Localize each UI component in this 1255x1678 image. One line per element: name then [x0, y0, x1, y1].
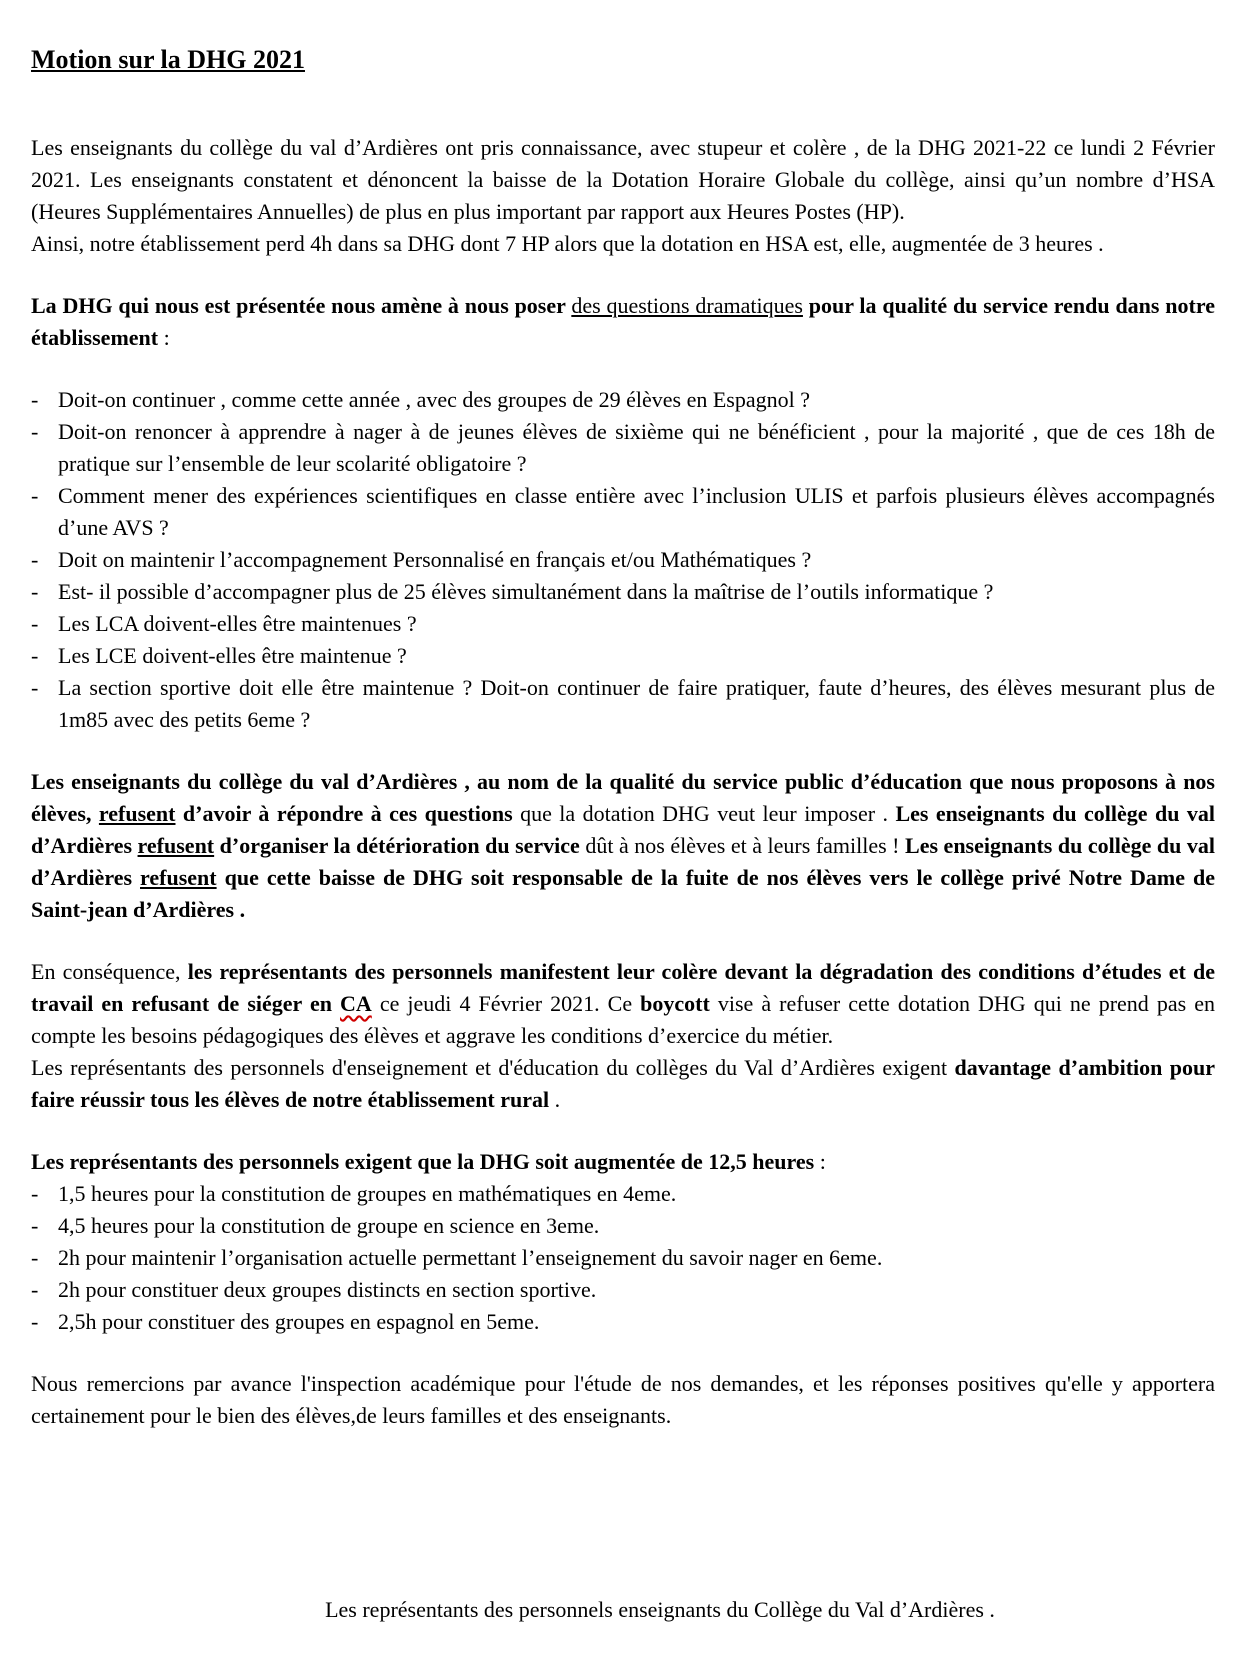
demand-item	[31, 1210, 1215, 1242]
intro-paragraph-2: Ainsi, notre établissement perd 4h dans sa DHG dont 7 HP alors que la dotation en HSA est, elle, augmentée de 3 heures .	[31, 231, 1104, 256]
question-text: Est- il possible d’accompagner plus de 25 élèves simultanément dans la maîtrise de l’outils informatique ?	[58, 579, 994, 604]
refusal-s1-bold: Les enseignants du collège du val d’Ardières , au nom de la qualité du service public d’éducation que nous proposons à nos élèves,	[31, 769, 1215, 826]
question-text: Comment mener des expériences scientifiques en classe entière avec l’inclusion ULIS et parfois plusieurs élèves accompagnés d’une AVS ?	[58, 483, 1215, 540]
refusal-s1-bold-2: d’avoir à répondre à ces questions	[175, 801, 513, 826]
demands-list	[31, 1178, 1215, 1338]
demand-item	[31, 1178, 1215, 1210]
ambition-paragraph	[31, 1052, 1215, 1116]
dash-bullet: -	[31, 547, 39, 572]
demand-text: 1,5 heures pour la constitution de groupes en mathématiques en 4eme.	[58, 1181, 677, 1206]
ca-word: CA	[340, 991, 372, 1016]
consequence-lead: En conséquence,	[31, 959, 188, 984]
demand-text: 2,5h pour constituer des groupes en espagnol en 5eme.	[58, 1309, 540, 1334]
refusal-s1-tail: que la dotation DHG veut leur imposer .	[512, 801, 889, 826]
question-item	[31, 384, 1215, 416]
refusal-s2-bold: Les enseignants du collège du val d’Ardières	[31, 801, 1216, 858]
boycott-word: boycott	[640, 991, 710, 1016]
question-text: Doit-on renoncer à apprendre à nager à de jeunes élèves de sixième qui ne bénéficient , pour la majorité , que de ces 18h de pratique sur l’ensemble de leur scolarité obligatoire ?	[58, 419, 1215, 476]
questions-list	[31, 384, 1215, 736]
dash-bullet: -	[31, 419, 39, 444]
consequence-bold: les représentants des personnels manifestent leur colère devant la dégradation des conditions d’études et de travail en refusant de siéger en	[31, 959, 1215, 1016]
dash-bullet: -	[31, 1181, 39, 1206]
demand-text: 2h pour maintenir l’organisation actuelle permettant l’enseignement du savoir nager en 6eme.	[58, 1245, 883, 1270]
dash-bullet: -	[31, 675, 39, 700]
question-item	[31, 608, 1215, 640]
ambition-tail: .	[549, 1087, 561, 1112]
demand-text: 2h pour constituer deux groupes distincts en section sportive.	[58, 1277, 597, 1302]
demands-heading	[31, 1146, 1215, 1178]
question-item	[31, 416, 1215, 480]
questions-intro-bold-a: La DHG qui nous est présentée nous amène à nous poser	[31, 293, 572, 318]
document-title: Motion sur la DHG 2021	[31, 45, 305, 74]
dash-bullet: -	[31, 611, 39, 636]
signature-line: Les représentants des personnels enseignants du Collège du Val d’Ardières .	[325, 1597, 995, 1622]
dash-bullet: -	[31, 1309, 39, 1334]
demand-text: 4,5 heures pour la constitution de groupe en science en 3eme.	[58, 1213, 600, 1238]
dash-bullet: -	[31, 387, 39, 412]
question-item	[31, 480, 1215, 544]
dash-bullet: -	[31, 1277, 39, 1302]
demand-item	[31, 1274, 1215, 1306]
refusal-s2-tail: dût à nos élèves et à leurs familles !	[579, 833, 906, 858]
consequence-mid: ce jeudi 4 Février 2021. Ce	[371, 991, 641, 1016]
refusal-s2-underlined: refusent	[137, 833, 215, 858]
refusal-s2-bold-2: d’organiser la détérioration du service	[214, 833, 580, 858]
questions-intro-underlined: des questions dramatiques	[571, 293, 803, 318]
dash-bullet: -	[31, 1213, 39, 1238]
refusal-paragraph	[31, 766, 1215, 926]
demand-item	[31, 1242, 1215, 1274]
ambition-lead: Les représentants des personnels d'enseignement et d'éducation du collèges du Val d’Ardières exigent	[31, 1055, 955, 1080]
question-text: Doit-on continuer , comme cette année , avec des groupes de 29 élèves en Espagnol ?	[58, 387, 810, 412]
questions-intro	[31, 290, 1215, 354]
consequence-paragraph	[31, 956, 1215, 1052]
question-item	[31, 544, 1215, 576]
question-item	[31, 672, 1215, 736]
consequence-tail: vise à refuser cette dotation DHG qui ne prend pas en compte les besoins pédagogiques des élèves et aggrave les conditions d’exercice du métier.	[31, 991, 1215, 1048]
dash-bullet: -	[31, 483, 39, 508]
refusal-s3-bold: Les enseignants du collège du val d’Ardières	[31, 833, 1215, 890]
demands-heading-bold: Les représentants des personnels exigent que la DHG soit augmentée de 12,5 heures	[31, 1149, 815, 1174]
intro-paragraph: Les enseignants du collège du val d’Ardières ont pris connaissance, avec stupeur et colère , de la DHG 2021-22 ce lundi 2 Février 2021. Les enseignants constatent et dénoncent la baisse de la Dotation Horaire Globale du collège, ainsi qu’un nombre d’HSA (Heures Supplémentaires Annuelles) de plus en plus important par rapport aux Heures Postes (HP).	[31, 135, 1215, 224]
question-item	[31, 640, 1215, 672]
ambition-bold: davantage d’ambition pour faire réussir tous les élèves de notre établissement rural	[31, 1055, 1215, 1112]
refusal-s1-underlined: refusent	[98, 801, 176, 826]
questions-intro-bold-b: pour la qualité du service rendu dans notre établissement	[31, 293, 1215, 350]
demand-item	[31, 1306, 1215, 1338]
question-text: Les LCA doivent-elles être maintenues ?	[58, 611, 417, 636]
refusal-s3-underlined: refusent	[140, 865, 217, 890]
question-item	[31, 576, 1215, 608]
refusal-s3-bold-2: que cette baisse de DHG soit responsable de la fuite de nos élèves vers le collège privé Notre Dame de Saint-jean d’Ardières .	[31, 865, 1215, 922]
dash-bullet: -	[31, 579, 39, 604]
demands-heading-tail: :	[814, 1149, 826, 1174]
dash-bullet: -	[31, 643, 39, 668]
closing-paragraph: Nous remercions par avance l'inspection académique pour l'étude de nos demandes, et les réponses positives qu'elle y apportera certainement pour le bien des élèves,de leurs familles et des enseignants.	[31, 1371, 1215, 1428]
question-text: La section sportive doit elle être maintenue ? Doit-on continuer de faire pratiquer, faute d’heures, des élèves mesurant plus de 1m85 avec des petits 6eme ?	[58, 675, 1215, 732]
dash-bullet: -	[31, 1245, 39, 1270]
question-text: Doit on maintenir l’accompagnement Personnalisé en français et/ou Mathématiques ?	[58, 547, 812, 572]
questions-intro-tail: :	[158, 325, 170, 350]
question-text: Les LCE doivent-elles être maintenue ?	[58, 643, 407, 668]
